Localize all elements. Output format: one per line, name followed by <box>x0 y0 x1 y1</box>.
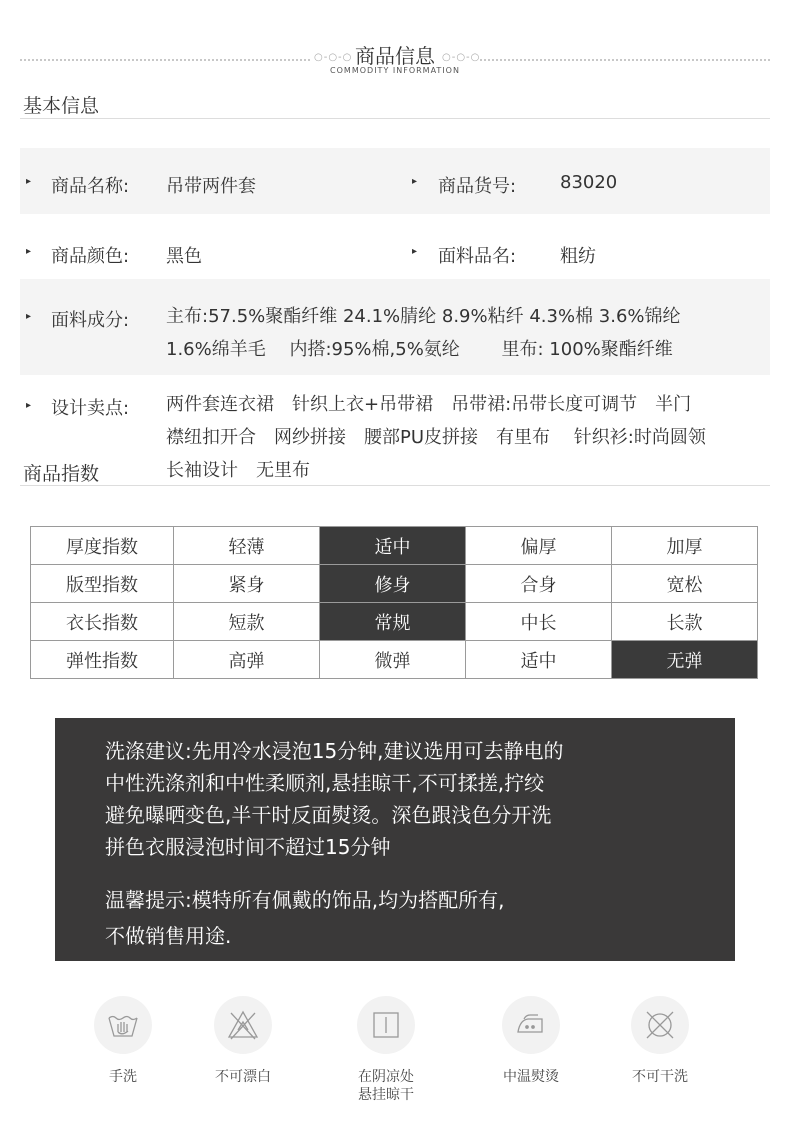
info-row-name <box>20 148 770 214</box>
index-row-name: 衣长指数 <box>31 603 174 641</box>
wash-advice-line: 洗涤建议:先用冷水浸泡15分钟,建议选用可去静电的 <box>105 739 564 763</box>
product-color-value: 黑色 <box>166 246 202 267</box>
index-option: 微弹 <box>320 641 466 679</box>
medium-iron-icon <box>502 996 560 1054</box>
product-name-value: 吊带两件套 <box>166 176 256 197</box>
header-subtitle: COMMODITY INFORMATION <box>330 66 460 75</box>
features-line: 两件套连衣裙 针织上衣+吊带裙 吊带裙:吊带长度可调节 半门 <box>166 394 692 415</box>
features-label: 设计卖点: <box>51 398 130 419</box>
index-title: 商品指数 <box>23 463 100 485</box>
wash-advice-line: 避免曝晒变色,半干时反面熨烫。深色跟浅色分开洗 <box>105 803 552 827</box>
composition-label: 面料成分: <box>51 310 130 331</box>
index-row <box>31 641 758 679</box>
index-option: 合身 <box>466 565 612 603</box>
fabric-name-value: 粗纺 <box>560 246 596 267</box>
product-sku-label: 商品货号: <box>438 176 517 197</box>
product-color-label: 商品颜色: <box>51 246 130 267</box>
care-icon-label: 中温熨烫 <box>503 1069 559 1085</box>
index-row <box>31 527 758 565</box>
bullet-icon: ▸ <box>412 176 418 187</box>
bullet-icon: ▸ <box>26 246 32 257</box>
index-table <box>30 526 758 679</box>
index-option: 短款 <box>174 603 320 641</box>
info-row-features <box>20 388 770 484</box>
header-ornament-left: ○-○-○ <box>314 52 353 63</box>
index-option: 长款 <box>612 603 758 641</box>
bullet-icon: ▸ <box>26 400 32 411</box>
features-line: 长袖设计 无里布 <box>166 460 310 481</box>
bullet-icon: ▸ <box>26 311 32 322</box>
index-option: 紧身 <box>174 565 320 603</box>
index-option: 中长 <box>466 603 612 641</box>
info-row-color <box>20 222 770 278</box>
section-header <box>0 36 790 82</box>
care-icon-item <box>183 996 303 1086</box>
bullet-icon: ▸ <box>412 246 418 257</box>
index-option: 宽松 <box>612 565 758 603</box>
care-icon-item <box>326 996 446 1104</box>
fabric-name-label: 面料品名: <box>438 246 517 267</box>
index-option-selected: 无弹 <box>612 641 758 679</box>
index-option: 偏厚 <box>466 527 612 565</box>
care-icon-item <box>471 996 591 1086</box>
index-option: 轻薄 <box>174 527 320 565</box>
care-instructions <box>55 718 735 961</box>
hand-wash-icon <box>94 996 152 1054</box>
basic-info-title: 基本信息 <box>23 95 100 117</box>
care-icon-label-line: 悬挂晾干 <box>358 1087 414 1103</box>
features-line: 襟纽扣开合 网纱拼接 腰部PU皮拼接 有里布 针织衫:时尚圆领 <box>166 427 706 448</box>
index-option-selected: 适中 <box>320 527 466 565</box>
index-option: 适中 <box>466 641 612 679</box>
index-option-selected: 修身 <box>320 565 466 603</box>
wash-advice-line: 拼色衣服浸泡时间不超过15分钟 <box>105 835 391 859</box>
index-row <box>31 603 758 641</box>
index-divider <box>20 485 770 486</box>
composition-line: 1.6%绵羊毛 内搭:95%棉,5%氨纶 里布: 100%聚酯纤维 <box>166 339 673 360</box>
tip-line: 不做销售用途. <box>105 924 232 948</box>
index-option: 高弹 <box>174 641 320 679</box>
index-row <box>31 565 758 603</box>
care-icon-label: 不可漂白 <box>215 1069 271 1085</box>
header-ornament-right: ○-○-○ <box>442 52 481 63</box>
features-value <box>166 388 706 487</box>
tip-line: 温馨提示:模特所有佩戴的饰品,均为搭配所有, <box>105 888 505 912</box>
no-bleach-icon <box>214 996 272 1054</box>
header-title: 商品信息 <box>355 44 435 68</box>
index-row-name: 弹性指数 <box>31 641 174 679</box>
basic-info-divider <box>20 118 770 119</box>
no-dry-clean-icon <box>631 996 689 1054</box>
index-row-name: 厚度指数 <box>31 527 174 565</box>
info-row-composition <box>20 279 770 375</box>
index-option-selected: 常规 <box>320 603 466 641</box>
shade-dry-icon <box>357 996 415 1054</box>
bullet-icon: ▸ <box>26 176 32 187</box>
product-sku-value: 83020 <box>560 172 618 193</box>
composition-line: 主布:57.5%聚酯纤维 24.1%腈纶 8.9%粘纤 4.3%棉 3.6%锦纶 <box>166 306 681 327</box>
care-icon-label <box>326 1068 446 1104</box>
composition-value <box>166 300 681 366</box>
product-name-label: 商品名称: <box>51 176 130 197</box>
index-option: 加厚 <box>612 527 758 565</box>
wash-advice-line: 中性洗涤剂和中性柔顺剂,悬挂晾干,不可揉搓,拧绞 <box>105 771 545 795</box>
care-icon-item <box>600 996 720 1086</box>
care-icon-label: 手洗 <box>109 1069 137 1085</box>
care-icon-item <box>63 996 183 1086</box>
index-row-name: 版型指数 <box>31 565 174 603</box>
care-icon-label-line: 在阴凉处 <box>358 1069 414 1085</box>
care-icon-label: 不可干洗 <box>632 1069 688 1085</box>
